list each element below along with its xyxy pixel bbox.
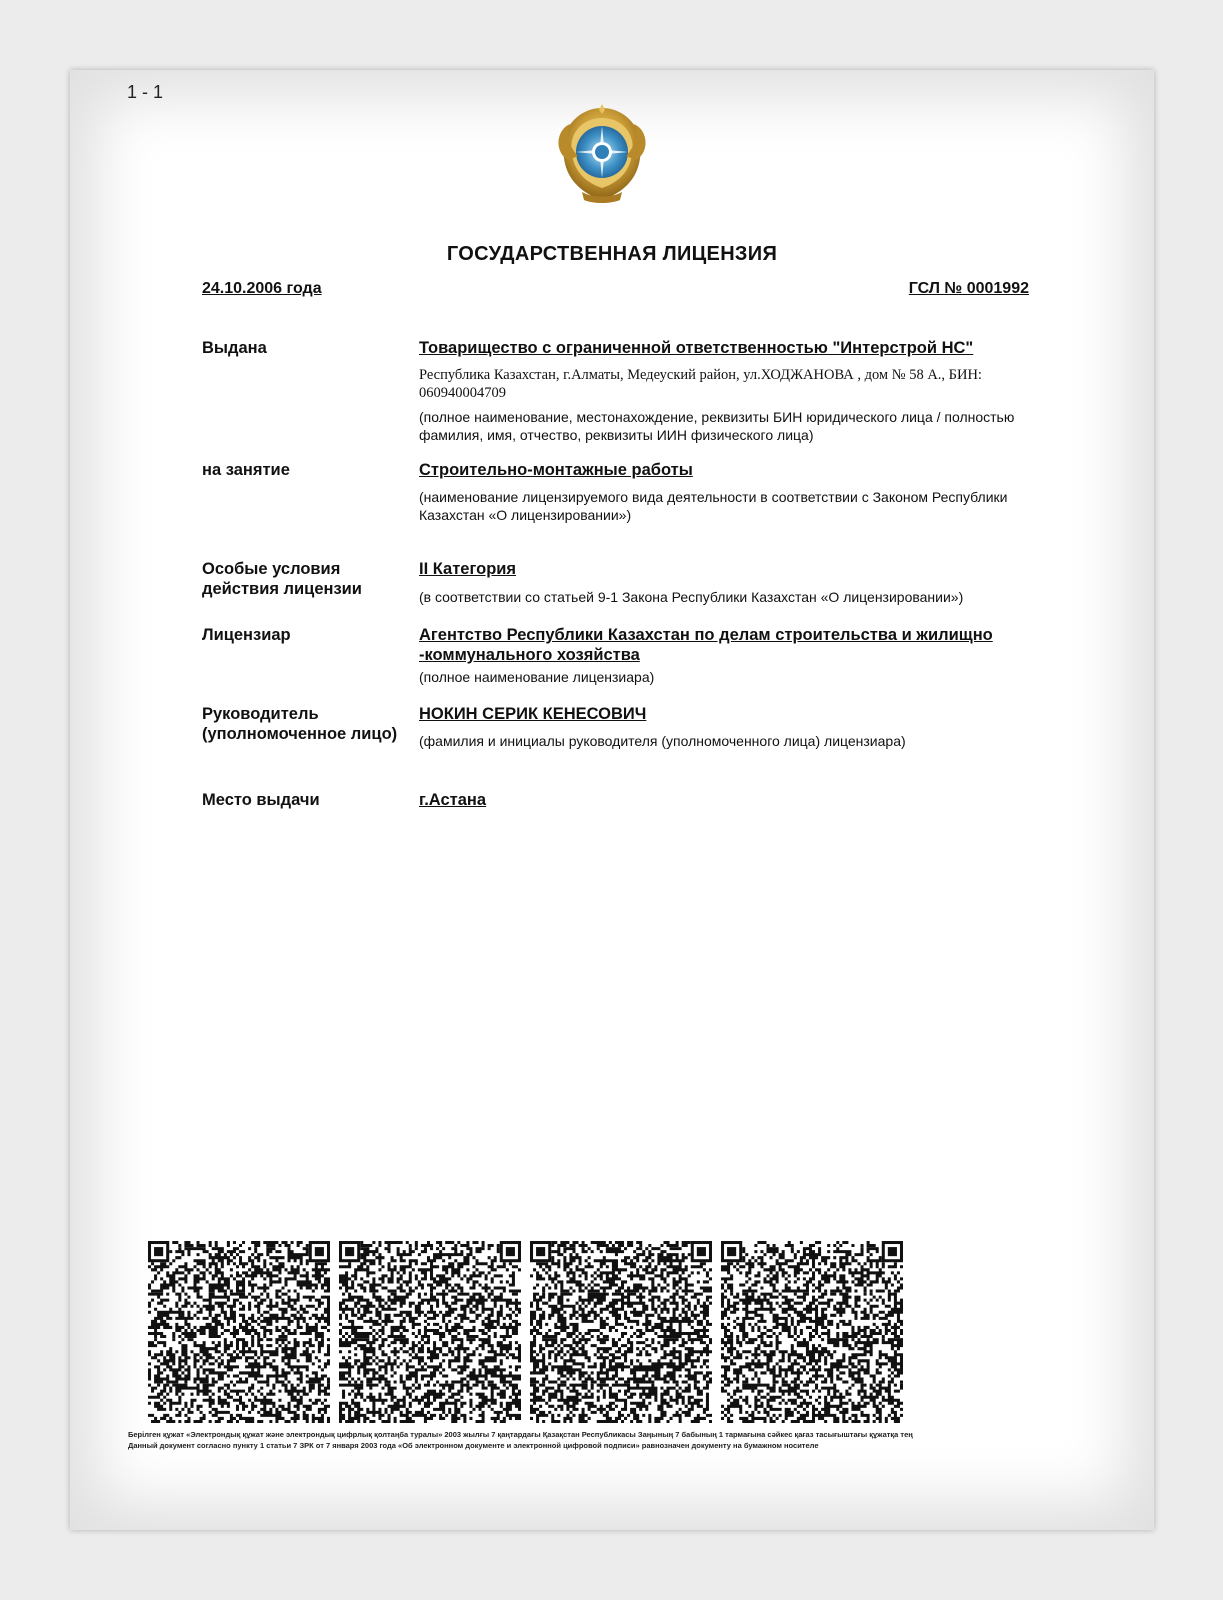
conditions-value: II Категория bbox=[419, 560, 517, 578]
conditions-label bbox=[202, 559, 362, 599]
place-value: г.Астана bbox=[419, 791, 487, 809]
page-number: 1 - 1 bbox=[127, 82, 164, 102]
conditions-hint: (в соответствии со статьей 9-1 Закона Республики Казахстан «О лицензировании») bbox=[419, 589, 964, 605]
head-value: НОКИН СЕРИК КЕНЕСОВИЧ bbox=[419, 705, 647, 723]
place-block bbox=[419, 790, 1059, 810]
license-page bbox=[70, 70, 1154, 1530]
head-hint: (фамилия и инициалы руководителя (уполномоченного лица) лицензиара) bbox=[419, 733, 906, 749]
activity-label: на занятие bbox=[202, 461, 290, 479]
qr-code-icon bbox=[530, 1241, 712, 1423]
conditions-label-line1: Особые условия bbox=[202, 560, 341, 578]
legal-footer bbox=[128, 1429, 1118, 1451]
head-label-line1: Руководитель bbox=[202, 705, 319, 723]
licensor-hint: (полное наименование лицензиара) bbox=[419, 669, 655, 685]
licensor-value: Агентство Республики Казахстан по делам строительства и жилищно -коммунального хозяйства bbox=[419, 626, 993, 664]
conditions-block bbox=[419, 559, 1059, 606]
place-label: Место выдачи bbox=[202, 791, 320, 809]
license-number: ГСЛ № 0001992 bbox=[908, 280, 1029, 297]
issued-to-hint: (полное наименование, местонахождение, реквизиты БИН юридического лица / полностью фамилия, имя, отчество, реквизиты ИИН физического лица) bbox=[419, 409, 1015, 443]
issued-to-label: Выдана bbox=[202, 339, 267, 357]
licensor-block bbox=[419, 625, 1039, 686]
head-label-line2: (уполномоченное лицо) bbox=[202, 725, 398, 743]
head-label bbox=[202, 704, 397, 744]
footer-line-kz: Берілген құжат «Электрондық құжат және электрондық цифрлық қолтаңба туралы» 2003 жылғы 7 қаңтардағы Қазақстан Республикасы Заңының 7 бабының 1 тармағына сәйкес қағаз тасығыштағы құжатқа тең bbox=[128, 1430, 913, 1439]
activity-value: Строительно-монтажные работы bbox=[419, 461, 693, 479]
issued-to-address: Республика Казахстан, г.Алматы, Медеуский район, ул.ХОДЖАНОВА , дом № 58 А., БИН: 060940004709 bbox=[419, 367, 982, 401]
digital-signature-codes bbox=[148, 1241, 908, 1425]
qr-code-icon bbox=[721, 1241, 903, 1423]
licensor-label: Лицензиар bbox=[202, 626, 291, 644]
conditions-label-line2: действия лицензии bbox=[202, 580, 362, 598]
qr-code-icon bbox=[339, 1241, 521, 1423]
document-title: ГОСУДАРСТВЕННАЯ ЛИЦЕНЗИЯ bbox=[446, 243, 778, 265]
issued-to-value: Товарищество с ограниченной ответственностью "Интерстрой НС" bbox=[419, 339, 974, 357]
activity-block bbox=[419, 460, 1059, 524]
footer-line-ru: Данный документ согласно пункту 1 статьи 7 ЗРК от 7 января 2003 года «Об электронном документе и электронной цифровой подписи» равнозначен документу на бумажном носителе bbox=[128, 1441, 819, 1450]
kazakhstan-state-emblem-icon bbox=[548, 100, 656, 208]
issued-to-block bbox=[419, 338, 1059, 444]
license-date: 24.10.2006 года bbox=[202, 280, 322, 297]
head-block bbox=[419, 704, 1059, 750]
qr-code-icon bbox=[148, 1241, 330, 1423]
activity-hint: (наименование лицензируемого вида деятельности в соответствии с Законом Республики Казахстан «О лицензировании») bbox=[419, 489, 1008, 523]
